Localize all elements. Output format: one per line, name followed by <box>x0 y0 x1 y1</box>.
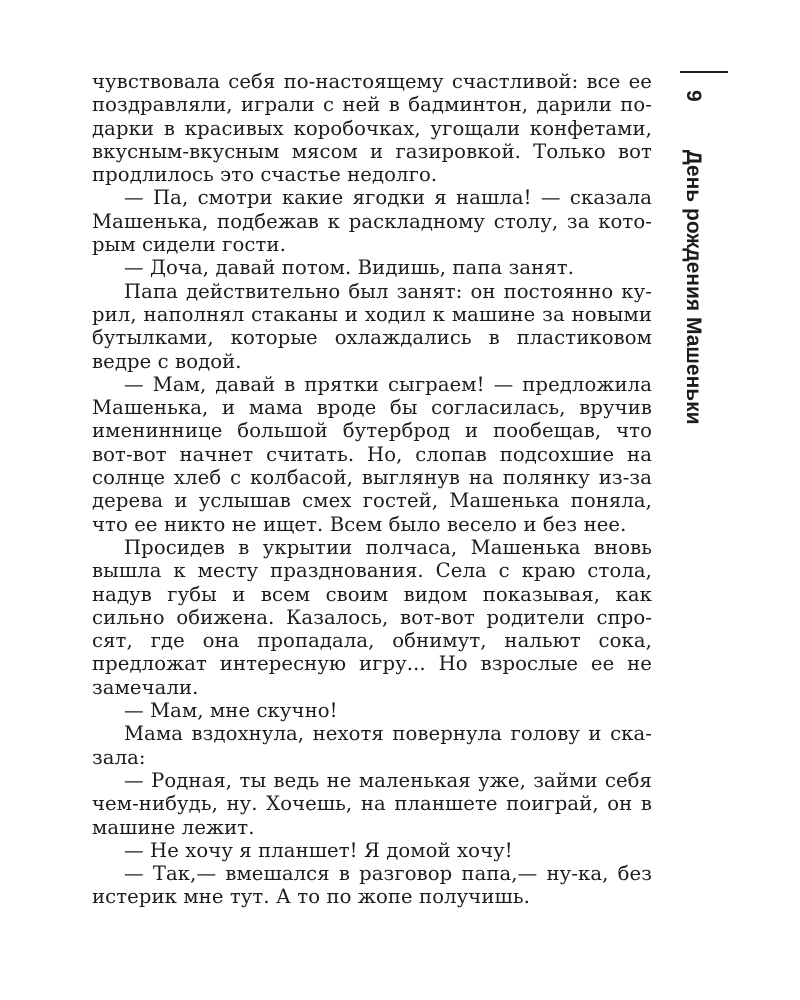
text-line: Папа действительно был занят: он постоянно ку- <box>124 279 652 303</box>
text-line: истерик мне тут. А то по жопе получишь. <box>92 885 530 909</box>
running-head-rule <box>680 71 728 73</box>
text-line: предложат интересную игру... Но взрослые ее не <box>92 652 652 676</box>
text-line: зала: <box>92 745 146 769</box>
text-line: замечали. <box>92 675 199 699</box>
text-line: — Па, смотри какие ягодки я нашла! — сказала <box>124 186 652 210</box>
text-line: Машенька, и мама вроде бы согласилась, вручив <box>92 396 652 420</box>
text-line: дерева и услышав смех гостей, Машенька поняла, <box>92 489 652 513</box>
text-line: Мама вздохнула, нехотя повернула голову и ска- <box>124 722 652 746</box>
text-line: Просидев в укрытии полчаса, Машенька вновь <box>124 535 652 559</box>
text-line: солнце хлеб с колбасой, выглянув на полянку из-за <box>92 466 652 490</box>
text-line: бутылками, которые охлаждались в пластиковом <box>92 326 652 350</box>
text-line: ведре с водой. <box>92 349 242 373</box>
text-line: чем-нибудь, ну. Хочешь, на планшете поиграй, он в <box>92 792 652 816</box>
text-line: — Так,— вмешался в разговор папа,— ну-ка, без <box>124 862 652 886</box>
text-line: — Мам, мне скучно! <box>124 699 338 723</box>
text-line: вышла к месту празднования. Села с краю стола, <box>92 559 652 583</box>
text-line: машине лежит. <box>92 815 255 839</box>
text-line: поздравляли, играли с ней в бадминтон, дарили по- <box>92 93 652 117</box>
text-line: — Родная, ты ведь не маленькая уже, займи себя <box>124 768 652 792</box>
text-line: вот-вот начнет считать. Но, слопав подсохшие на <box>92 442 652 466</box>
running-head <box>681 90 705 425</box>
text-line: рым сидели гости. <box>92 233 286 257</box>
text-line: — Мам, давай в прятки сыграем! — предложила <box>124 372 652 396</box>
text-line: что ее никто не ищет. Всем было весело и без нее. <box>92 512 627 536</box>
text-line: рил, наполнял стаканы и ходил к машине за новыми <box>92 302 652 326</box>
body-text <box>92 70 652 909</box>
text-line: сят, где она пропадала, обнимут, нальют сока, <box>92 629 652 653</box>
text-line: надув губы и всем своим видом показывая, как <box>92 582 652 606</box>
text-line: — Доча, давай потом. Видишь, папа занят. <box>124 256 575 280</box>
text-line: Машенька, подбежав к раскладному столу, за кото- <box>92 209 652 233</box>
text-line: чувствовала себя по-настоящему счастливой: все ее <box>92 70 652 93</box>
text-line: сильно обижена. Казалось, вот-вот родители спро- <box>92 605 652 629</box>
text-line: — Не хочу я планшет! Я домой хочу! <box>124 838 513 862</box>
text-line: дарки в красивых коробочках, угощали конфетами, <box>92 116 652 140</box>
page-number: 9 <box>682 90 705 102</box>
text-line: вкусным-вкусным мясом и газировкой. Только вот <box>92 139 652 163</box>
text-line: продлилось это счастье недолго. <box>92 163 438 187</box>
text-line: имениннице большой бутерброд и пообещав, что <box>92 419 652 443</box>
chapter-title: День рождения Машеньки <box>682 149 705 425</box>
